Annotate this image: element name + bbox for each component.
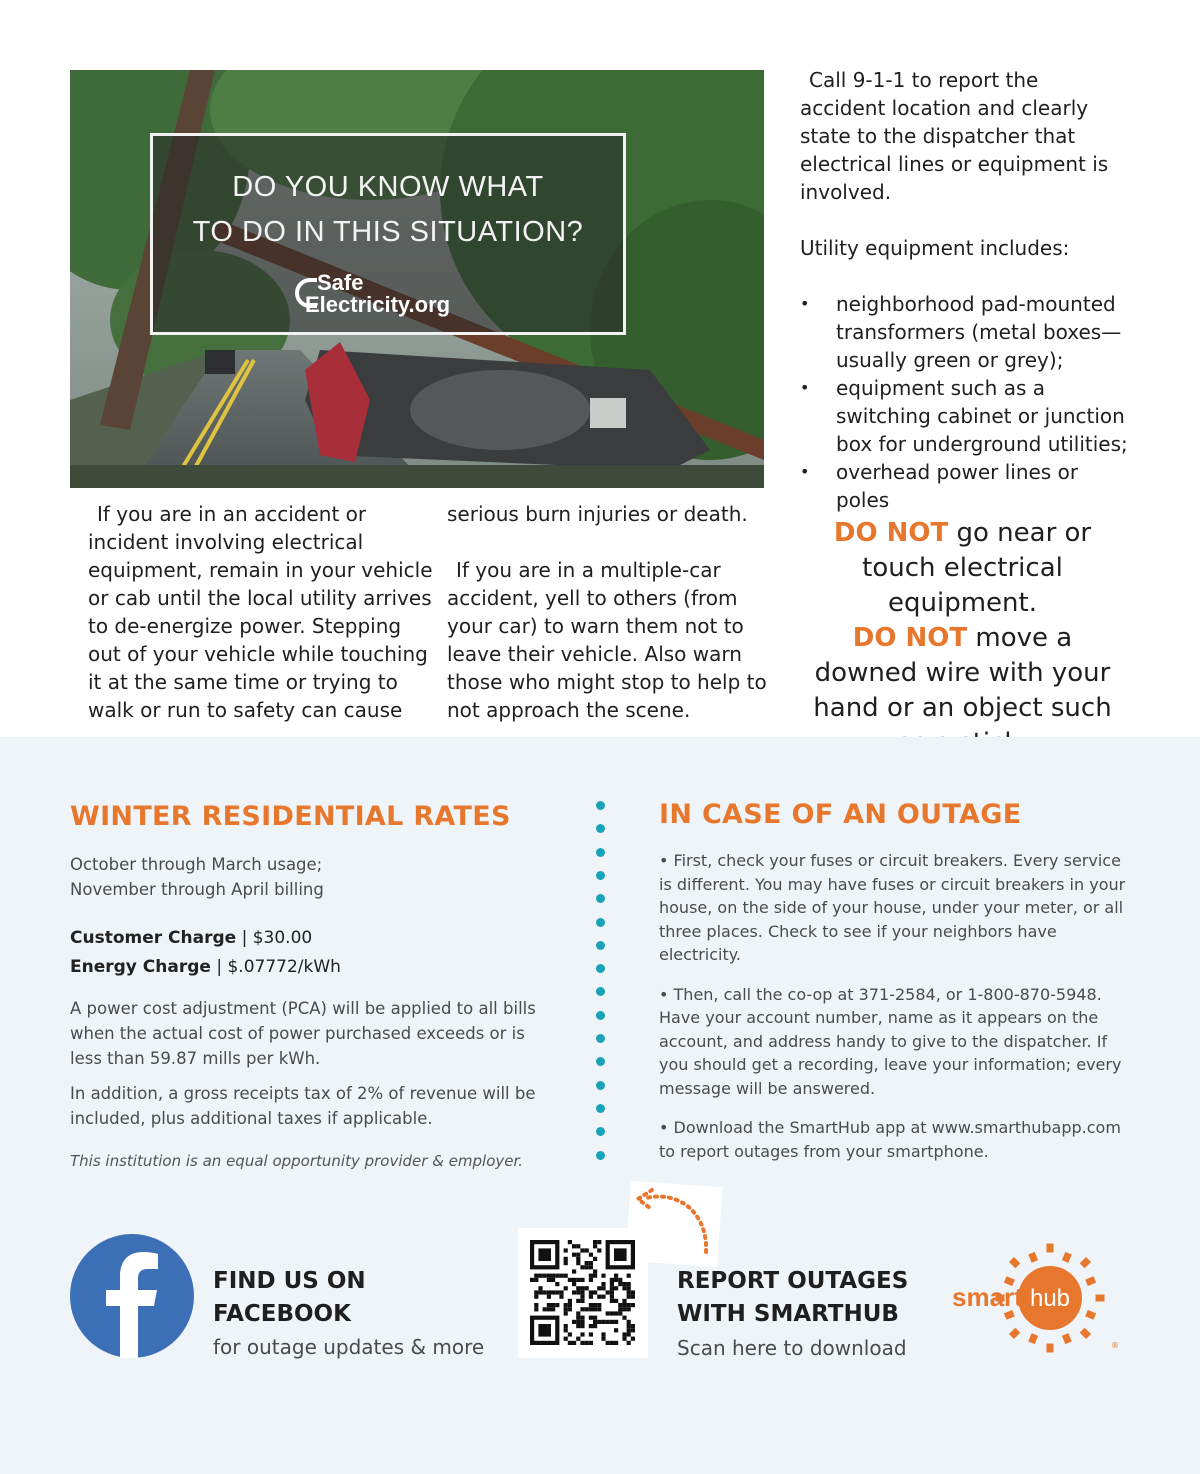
list-item: • neighborhood pad-mounted transformers (metal boxes—usually green or grey); xyxy=(800,290,1130,374)
divider-dot xyxy=(596,848,605,857)
smarthub-logo[interactable] xyxy=(950,1236,1130,1356)
energy-charge xyxy=(70,953,550,982)
rates-tax-text: In addition, a gross receipts tax of 2% of revenue will be included, plus additional taxes if applicable. xyxy=(70,1084,536,1128)
facebook-subtitle: for outage updates & more xyxy=(213,1335,485,1359)
rates-pca-text: A power cost adjustment (PCA) will be applied to all bills when the actual cost of power purchased exceeds or is less than 59.87 mills per kWh. xyxy=(70,999,536,1068)
divider-dot xyxy=(596,964,605,973)
divider-dot xyxy=(596,1081,605,1090)
customer-charge-value: | $30.00 xyxy=(236,928,313,948)
hero-caption-box xyxy=(150,133,626,335)
safe-electricity-logo xyxy=(295,272,450,316)
article-right-column xyxy=(800,66,1130,514)
rates-charges xyxy=(70,924,550,982)
article-right-para1: Call 9-1-1 to report the accident location and clearly state to the dispatcher that electrical lines or equipment is involved. xyxy=(800,68,1109,204)
usage-line2: November through April billing xyxy=(70,880,324,899)
warning-emphasis: DO NOT xyxy=(833,518,949,548)
list-item: • First, check your fuses or circuit breakers. Every service is different. You may have fuses or circuit breakers in your house, on the side of your house, under your meter, or all three places. Check to see if your neighbors have electricity. xyxy=(659,851,1126,964)
smarthub-title-line1: REPORT OUTAGES xyxy=(677,1268,909,1294)
facebook-icon[interactable] xyxy=(70,1234,194,1358)
divider-dot xyxy=(596,1034,605,1043)
facebook-title-line1: FIND US ON xyxy=(213,1268,366,1294)
divider-dot xyxy=(596,1057,605,1066)
logo-line2: Electricity.org xyxy=(305,292,451,317)
list-item: • Then, call the co-op at 371-2584, or 1-800-870-5948. Have your account number, name as it appears on the account, and address handy to give to the dispatcher. If you should get a recording, leave your information; every message will be answered. xyxy=(659,984,1122,1098)
warning-emphasis: DO NOT xyxy=(852,623,968,653)
article-left-column: If you are in an accident or incident involving electrical equipment, remain in your vehicle or cab until the local utility arrives to de-energize power. Stepping out of your vehicle while touching it at the same time or trying to walk or run to safety can cause xyxy=(88,502,433,722)
qr-code[interactable] xyxy=(518,1228,648,1358)
list-item: • equipment such as a switching cabinet or junction box for underground utilities; xyxy=(800,374,1130,458)
article-right-para2: Utility equipment includes: xyxy=(800,236,1070,260)
list-item: • overhead power lines or poles xyxy=(800,458,1130,514)
logo-line1: Safe xyxy=(317,270,364,295)
plug-icon xyxy=(295,278,317,308)
divider-dot xyxy=(596,918,605,927)
facebook-title-line2: FACEBOOK xyxy=(213,1301,351,1327)
customer-charge xyxy=(70,924,550,953)
logo-smart: smart xyxy=(952,1282,1023,1312)
outage-heading: IN CASE OF AN OUTAGE xyxy=(659,799,1022,830)
smarthub-title xyxy=(677,1265,908,1331)
facebook-title[interactable] xyxy=(213,1265,366,1331)
article-mid-para1: serious burn injuries or death. xyxy=(447,502,748,526)
divider-dot xyxy=(596,824,605,833)
energy-charge-label: Energy Charge xyxy=(70,957,211,977)
equal-opportunity-text: This institution is an equal opportunity provider & employer. xyxy=(70,1152,524,1170)
smarthub-title-line2: WITH SMARTHUB xyxy=(677,1301,899,1327)
logo-registered-mark: ® xyxy=(1111,1341,1119,1350)
divider-dot xyxy=(596,1127,605,1136)
rates-usage-period xyxy=(70,852,550,902)
outage-instructions xyxy=(659,849,1134,1179)
divider-dot xyxy=(596,1104,605,1113)
equipment-list xyxy=(800,290,1130,514)
list-item: • Download the SmartHub app at www.smarthubapp.com to report outages from your smartphone. xyxy=(659,1118,1121,1161)
divider-dot xyxy=(596,801,605,810)
safety-warning xyxy=(800,516,1125,761)
logo-hub: hub xyxy=(1029,1285,1071,1312)
customer-charge-label: Customer Charge xyxy=(70,928,237,948)
divider-dot xyxy=(596,941,605,950)
hero-question-line2: TO DO IN THIS SITUATION? xyxy=(192,216,584,248)
divider-dot xyxy=(596,1151,605,1160)
hero-question-line1: DO YOU KNOW WHAT xyxy=(232,171,544,203)
article-mid-para2: If you are in a multiple-car accident, yell to others (from your car) to warn them not to leave their vehicle. Also warn those who might stop to help to not approach the scene. xyxy=(447,558,767,722)
divider-dot xyxy=(596,987,605,996)
warning-text: go near or touch electrical equipment. xyxy=(862,518,1092,618)
warning-text: move a downed wire with your hand or an object such xyxy=(813,623,1112,723)
article-middle-column xyxy=(447,500,782,724)
usage-line1: October through March usage; xyxy=(70,855,323,874)
divider-dot xyxy=(596,1011,605,1020)
divider-dot xyxy=(596,871,605,880)
hero-image xyxy=(70,70,764,488)
energy-charge-value: | $.07772/kWh xyxy=(210,957,341,977)
divider-dot xyxy=(596,894,605,903)
smarthub-subtitle: Scan here to download xyxy=(677,1336,907,1360)
rates-heading: WINTER RESIDENTIAL RATES xyxy=(70,801,511,832)
dotted-divider xyxy=(596,801,606,1161)
